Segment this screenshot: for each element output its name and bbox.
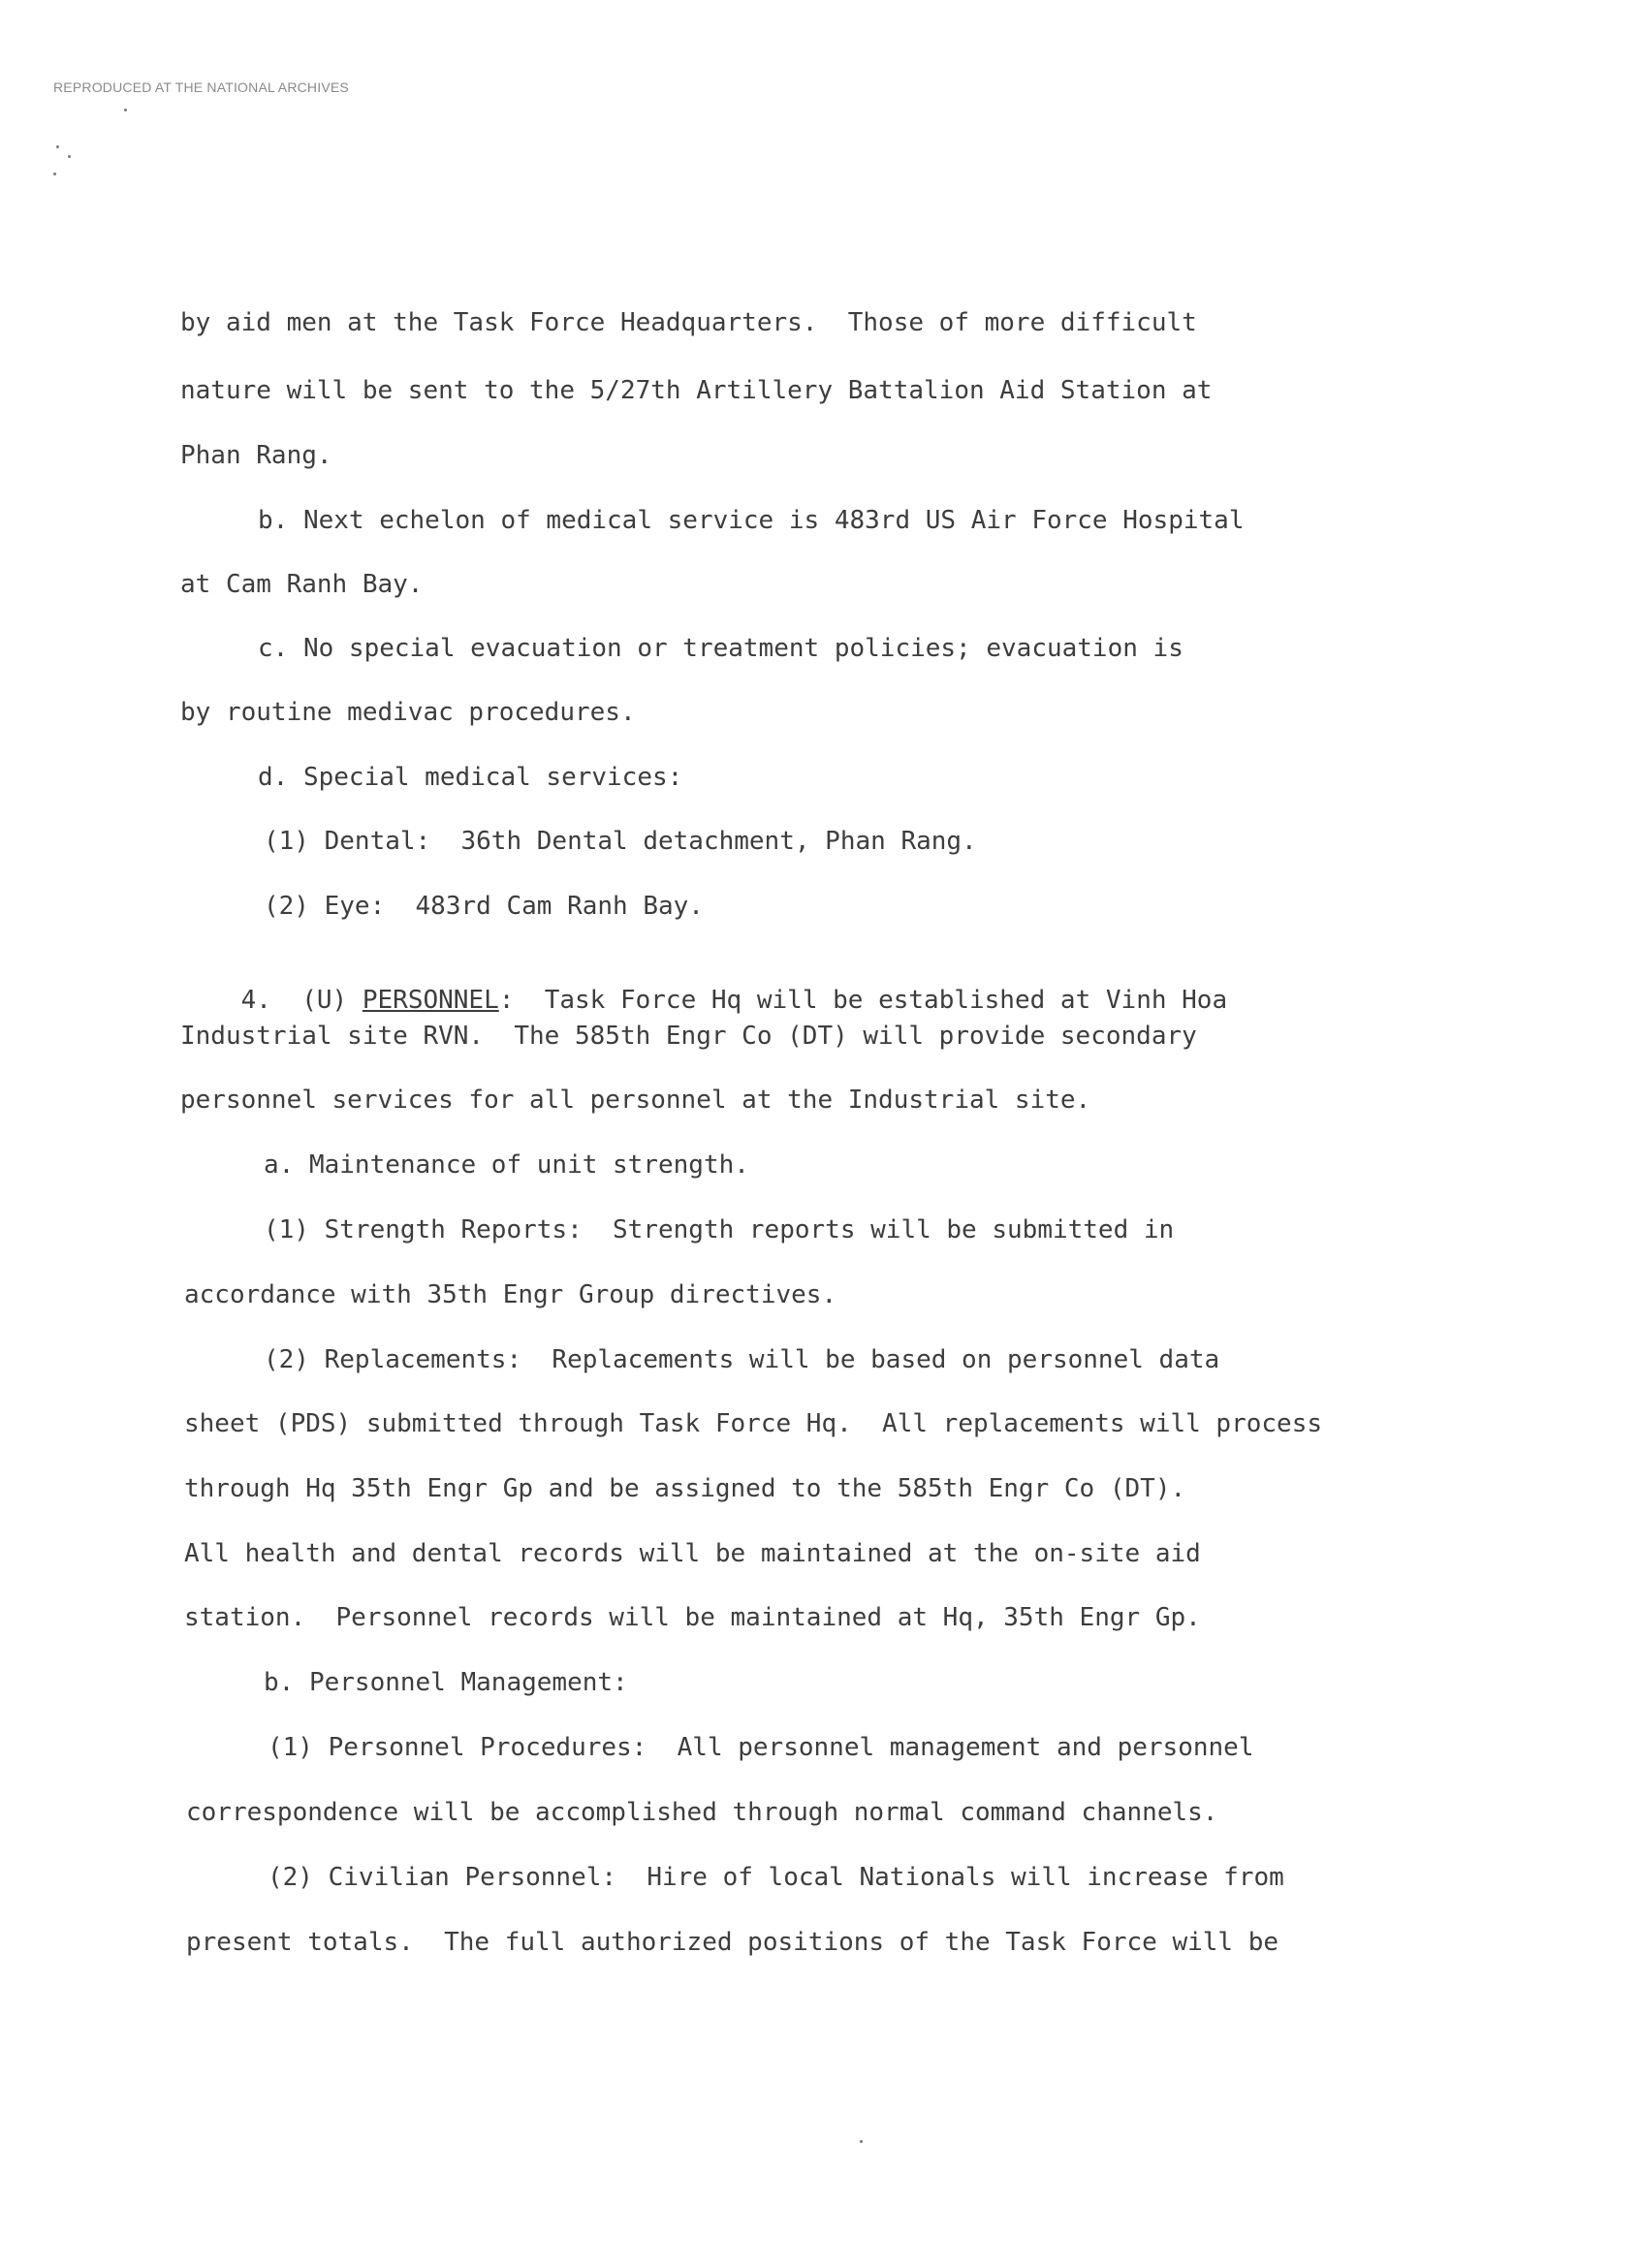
text-line: at Cam Ranh Bay.	[180, 570, 424, 599]
section-text: : Task Force Hq will be established at Vinh Hoa	[498, 986, 1228, 1015]
text-line: station. Personnel records will be maintained at Hq, 35th Engr Gp.	[184, 1603, 1201, 1632]
text-line: b. Next echelon of medical service is 483rd US Air Force Hospital	[258, 506, 1245, 535]
text-line: b. Personnel Management:	[264, 1668, 628, 1697]
text-line: (2) Civilian Personnel: Hire of local Nationals will increase from	[268, 1863, 1284, 1892]
text-line: d. Special medical services:	[258, 763, 683, 792]
text-line: Phan Rang.	[180, 441, 332, 470]
text-line: by aid men at the Task Force Headquarters. Those of more difficult	[180, 308, 1197, 337]
scan-speck	[860, 2140, 863, 2143]
text-line: correspondence will be accomplished through normal command channels.	[186, 1798, 1218, 1827]
text-line: nature will be sent to the 5/27th Artillery Battalion Aid Station at	[180, 376, 1213, 405]
text-line: sheet (PDS) submitted through Task Force Hq. All replacements will process	[184, 1409, 1322, 1438]
text-line: a. Maintenance of unit strength.	[264, 1150, 749, 1180]
text-line: accordance with 35th Engr Group directives.	[184, 1280, 837, 1309]
text-line: c. No special evacuation or treatment policies; evacuation is	[258, 634, 1183, 663]
scan-speck	[53, 173, 56, 175]
scan-speck	[56, 145, 59, 148]
text-line: by routine medivac procedures.	[180, 698, 636, 727]
text-line: (1) Personnel Procedures: All personnel management and personnel	[268, 1733, 1254, 1762]
archives-stamp: REPRODUCED AT THE NATIONAL ARCHIVES	[53, 79, 349, 95]
text-line: (2) Replacements: Replacements will be based on personnel data	[264, 1345, 1220, 1374]
section-number: 4. (U)	[240, 986, 363, 1015]
text-line: personnel services for all personnel at the Industrial site.	[180, 1086, 1091, 1115]
text-line: through Hq 35th Engr Gp and be assigned to the 585th Engr Co (DT).	[184, 1474, 1186, 1503]
text-line: Industrial site RVN. The 585th Engr Co (DT) will provide secondary	[180, 1022, 1197, 1051]
text-line: present totals. The full authorized positions of the Task Force will be	[186, 1928, 1279, 1957]
scan-speck	[124, 109, 127, 111]
scan-speck	[68, 155, 71, 158]
text-line: (1) Dental: 36th Dental detachment, Phan Rang.	[264, 827, 977, 856]
text-line: (2) Eye: 483rd Cam Ranh Bay.	[264, 892, 704, 921]
section-title: PERSONNEL	[362, 986, 499, 1015]
text-line: (1) Strength Reports: Strength reports will be submitted in	[264, 1215, 1175, 1244]
text-line: All health and dental records will be maintained at the on-site aid	[184, 1539, 1201, 1568]
